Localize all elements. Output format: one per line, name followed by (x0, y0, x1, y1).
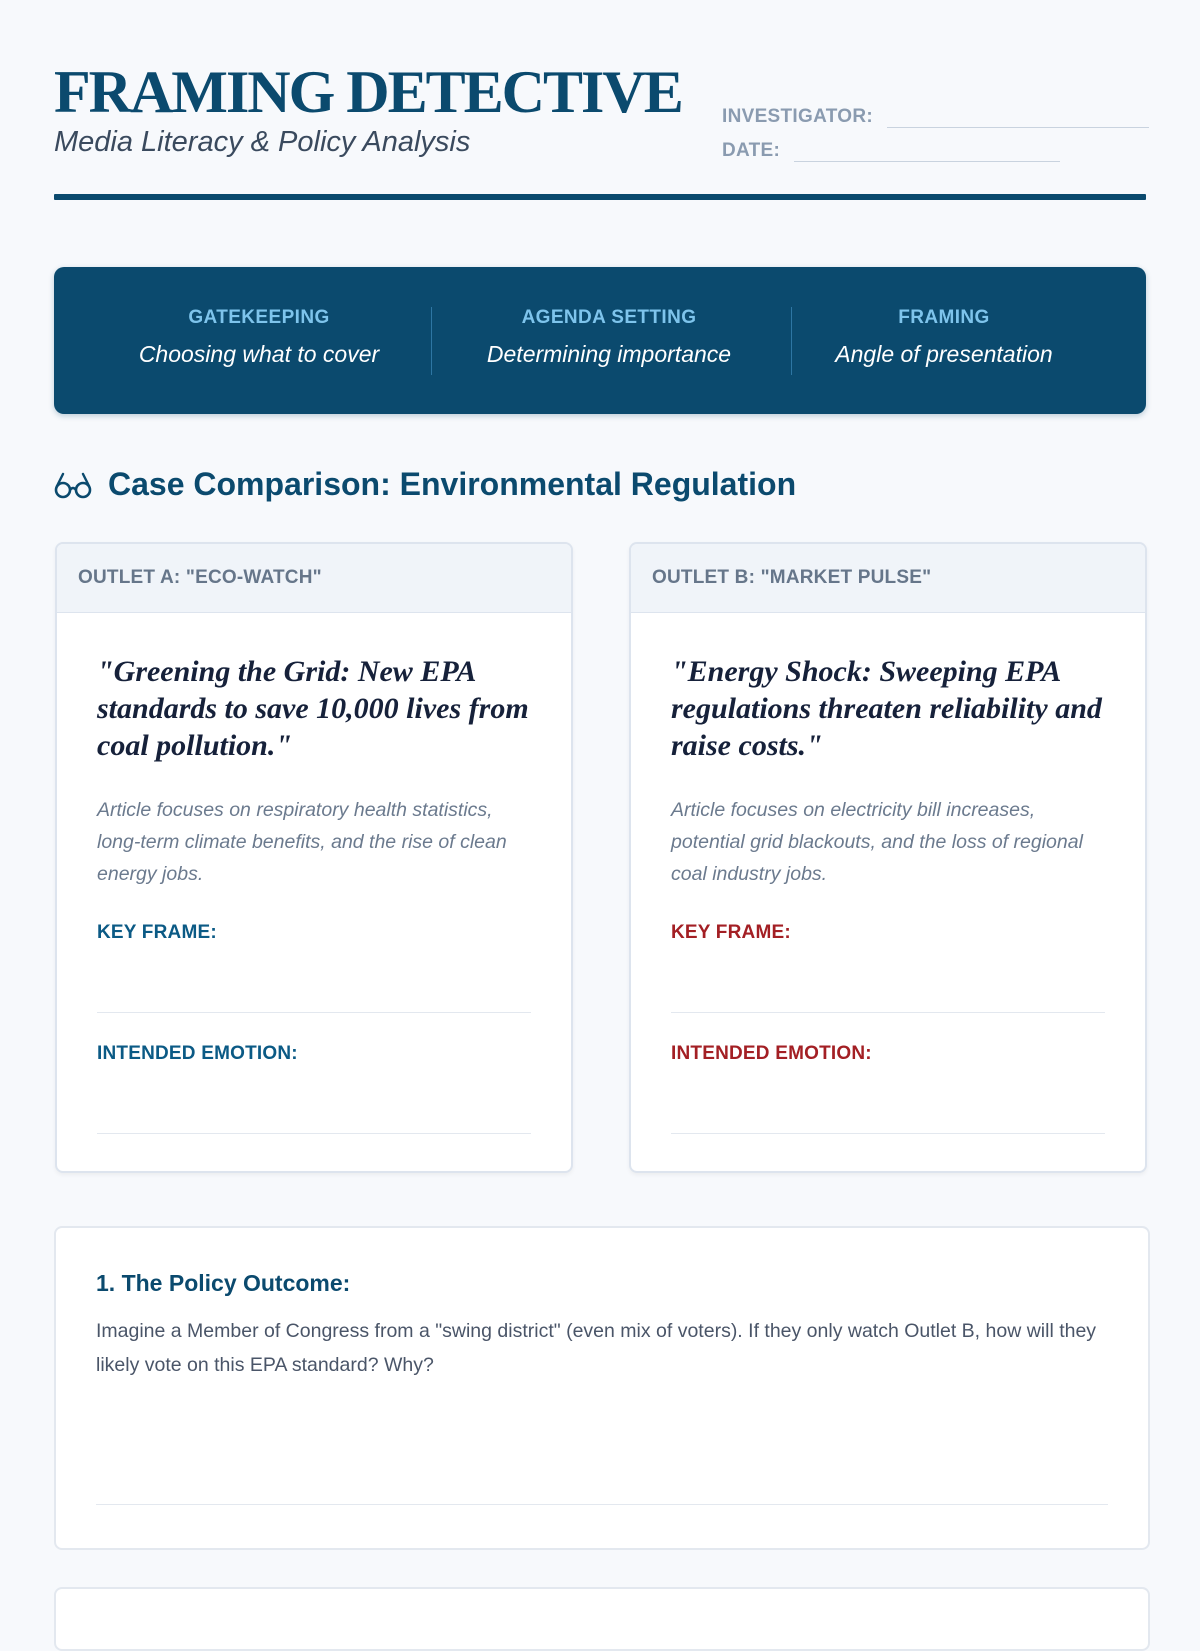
question-text: Imagine a Member of Congress from a "swing district" (even mix of voters). If they only watch Outlet B, how will they likely vote on this EPA standard? Why? (96, 1320, 1097, 1376)
outlet-b-key-frame-label: KEY FRAME: (671, 922, 791, 943)
outlet-b-label: OUTLET B: "MARKET PULSE" (631, 544, 1145, 613)
question-title: 1. The Policy Outcome: (96, 1270, 351, 1296)
investigator-row (722, 106, 1149, 128)
worksheet-header (54, 58, 1146, 200)
glasses-icon (54, 470, 92, 500)
page-subtitle: Media Literacy & Policy Analysis (54, 126, 471, 158)
outlet-a-card (55, 542, 573, 1173)
outlet-a-label: OUTLET A: "ECO-WATCH" (57, 544, 571, 613)
outlet-a-summary: Article focuses on respiratory health statistics, long-term climate benefits, and the rise of clean energy jobs. (97, 799, 507, 885)
case-heading-text: Case Comparison: Environmental Regulation (108, 466, 797, 502)
date-row (722, 140, 1060, 162)
concept-divider (431, 307, 432, 375)
date-field[interactable] (794, 141, 1060, 162)
case-heading (54, 466, 796, 503)
concept-title: GATEKEEPING (188, 307, 330, 328)
concept-divider (791, 307, 792, 375)
concept-title: AGENDA SETTING (521, 307, 697, 328)
concepts-banner (54, 267, 1146, 414)
outlet-b-card (629, 542, 1147, 1173)
question-answer-field[interactable] (96, 1504, 1108, 1505)
outlet-b-headline: "Energy Shock: Sweeping EPA regulations threaten reliability and raise costs." (671, 655, 1102, 762)
outlet-a-key-frame-label: KEY FRAME: (97, 922, 217, 943)
concept-agenda-setting (454, 307, 764, 368)
question-policy-outcome (54, 1226, 1150, 1550)
concept-description: Choosing what to cover (138, 341, 380, 367)
page-title: FRAMING DETECTIVE (54, 59, 682, 125)
outlet-a-emotion-label: INTENDED EMOTION: (97, 1043, 298, 1064)
concept-description: Determining importance (486, 341, 732, 367)
investigator-field[interactable] (887, 107, 1149, 128)
outlet-a-key-frame-field[interactable] (97, 944, 531, 1013)
outlet-b-emotion-field[interactable] (671, 1065, 1105, 1134)
concept-description: Angle of presentation (835, 341, 1053, 367)
outlet-b-key-frame-field[interactable] (671, 944, 1105, 1013)
concept-framing (799, 307, 1089, 368)
outlet-a-headline: "Greening the Grid: New EPA standards to save 10,000 lives from coal pollution." (97, 655, 529, 762)
concept-gatekeeping (109, 307, 409, 368)
concept-title: FRAMING (898, 307, 990, 328)
next-question-card (54, 1587, 1150, 1651)
date-label: DATE: (722, 140, 781, 161)
header-divider (54, 194, 1146, 200)
investigator-label: INVESTIGATOR: (722, 106, 873, 127)
outlet-b-emotion-label: INTENDED EMOTION: (671, 1043, 872, 1064)
outlet-a-emotion-field[interactable] (97, 1065, 531, 1134)
outlet-b-summary: Article focuses on electricity bill increases, potential grid blackouts, and the loss of regional coal industry jobs. (671, 799, 1083, 885)
